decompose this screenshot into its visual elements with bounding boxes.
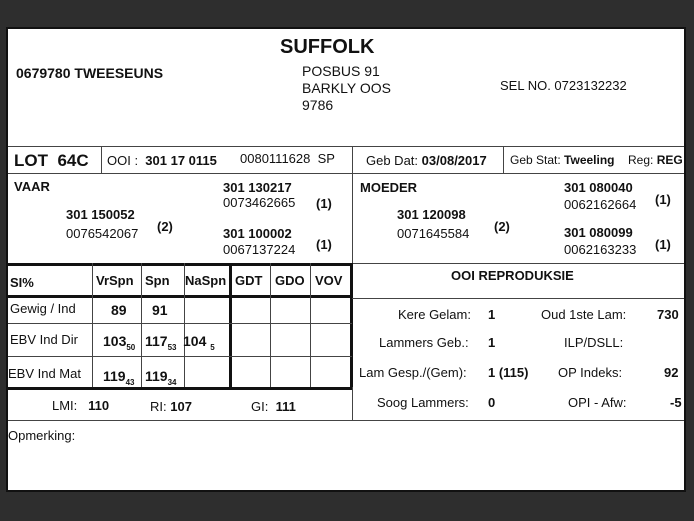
divider: [503, 146, 504, 173]
divider: [8, 356, 352, 357]
row-label-mat: EBV Ind Mat: [8, 366, 81, 381]
dir-spn: $117_{53}$: [145, 333, 177, 352]
ri-index: RI: 107: [150, 399, 192, 414]
divider: [8, 173, 684, 174]
header-si: SI%: [10, 275, 34, 290]
dam-sire-id: 0062162664: [564, 197, 637, 212]
divider: [92, 263, 93, 387]
header-vov: VOV: [315, 273, 343, 288]
divider: [8, 295, 353, 298]
divider: [8, 323, 352, 324]
birth-date: Geb Dat: 03/08/2017: [366, 153, 487, 168]
sire-id: 0076542067: [66, 226, 139, 241]
gewig-vrspn: 89: [111, 302, 127, 318]
divider: [352, 263, 684, 264]
op-label: OP Indeks:: [558, 365, 623, 380]
oud-value: 730: [657, 307, 679, 322]
address-line-1: POSBUS 91: [302, 63, 380, 79]
kere-label: Kere Gelam:: [398, 307, 471, 322]
dam-id: 0071645584: [397, 226, 470, 241]
divider: [352, 146, 353, 173]
sire-dam-count: (1): [316, 237, 332, 252]
address-line-2: BARKLY OOS: [302, 80, 391, 96]
repro-title: OOI REPRODUKSIE: [451, 268, 574, 283]
sire-dam-number: 301 100002: [223, 226, 292, 241]
reg-status: Reg: REG: [628, 153, 683, 167]
soog-value: 0: [488, 395, 496, 410]
ooi-id: OOI : 301 17 0115: [107, 153, 217, 168]
sire-label: VAAR: [14, 179, 50, 194]
dam-sire-count: (1): [655, 192, 671, 207]
lmi-index: LMI: 110: [52, 398, 110, 413]
dam-count: (2): [494, 219, 510, 234]
lot-label: LOT 64C: [14, 151, 89, 170]
birth-status: Geb Stat: Tweeling: [510, 153, 615, 167]
sire-sire-id: 0073462665: [223, 195, 296, 210]
soog-label: Soog Lammers:: [377, 395, 469, 410]
gi-index: GI: 111: [251, 399, 296, 414]
divider: [229, 263, 232, 390]
divider: [8, 420, 684, 421]
cell-number: SEL NO. 0723132232: [500, 78, 627, 93]
dam-dam-number: 301 080099: [564, 225, 633, 240]
divider: [352, 173, 353, 263]
divider: [141, 263, 142, 387]
mat-vrspn: $119_{43}$: [103, 368, 135, 387]
header-spn: Spn: [145, 273, 170, 288]
owner-name: 0679780 TWEESEUNS: [16, 65, 164, 81]
header-gdo: GDO: [275, 273, 305, 288]
sire-dam-id: 0067137224: [223, 242, 296, 257]
divider: [8, 146, 684, 147]
op-value: 92: [664, 365, 679, 380]
gesp-value: 1 (115): [488, 365, 529, 380]
dam-number: 301 120098: [397, 207, 466, 222]
divider: [8, 263, 352, 266]
gewig-spn: 91: [152, 302, 168, 318]
sire-sire-count: (1): [316, 196, 332, 211]
opi-value: -5: [670, 395, 682, 410]
sale-card: [6, 27, 686, 492]
mat-spn: $119_{34}$: [145, 368, 177, 387]
header-gdt: GDT: [235, 273, 263, 288]
dam-sire-number: 301 080040: [564, 180, 633, 195]
ooi-reg-number: 0080111628 SP: [240, 151, 335, 166]
opi-label: OPI - Afw:: [568, 395, 627, 410]
dam-dam-id: 0062163233: [564, 242, 637, 257]
row-label-gewig: Gewig / Ind: [10, 301, 76, 316]
divider: [270, 263, 271, 387]
ilp-label: ILP/DSLL:: [564, 335, 624, 350]
header-naspn: NaSpn: [185, 273, 227, 288]
divider: [350, 263, 353, 390]
dam-label: MOEDER: [360, 180, 418, 195]
lammers-value: 1: [488, 335, 496, 350]
remark-label: Opmerking:: [8, 428, 76, 443]
divider: [352, 298, 684, 299]
sire-number: 301 150052: [66, 207, 135, 222]
divider: [352, 387, 353, 420]
sire-count: (2): [157, 219, 173, 234]
lammers-label: Lammers Geb.:: [379, 335, 469, 350]
divider: [8, 387, 353, 390]
gesp-label: Lam Gesp./(Gem):: [359, 365, 467, 380]
breed-title: SUFFOLK: [280, 36, 375, 58]
divider: [101, 146, 102, 173]
address-line-3: 9786: [302, 97, 334, 113]
dir-vrspn: $103_{50}$: [103, 333, 136, 352]
header-vrspn: VrSpn: [96, 273, 134, 288]
dam-dam-count: (1): [655, 237, 671, 252]
divider: [310, 263, 311, 387]
oud-label: Oud 1ste Lam:: [541, 307, 627, 322]
dir-naspn: 104 $_5$: [183, 333, 215, 352]
row-label-dir: EBV Ind Dir: [10, 332, 78, 347]
sire-sire-number: 301 130217: [223, 180, 292, 195]
kere-value: 1: [488, 307, 496, 322]
